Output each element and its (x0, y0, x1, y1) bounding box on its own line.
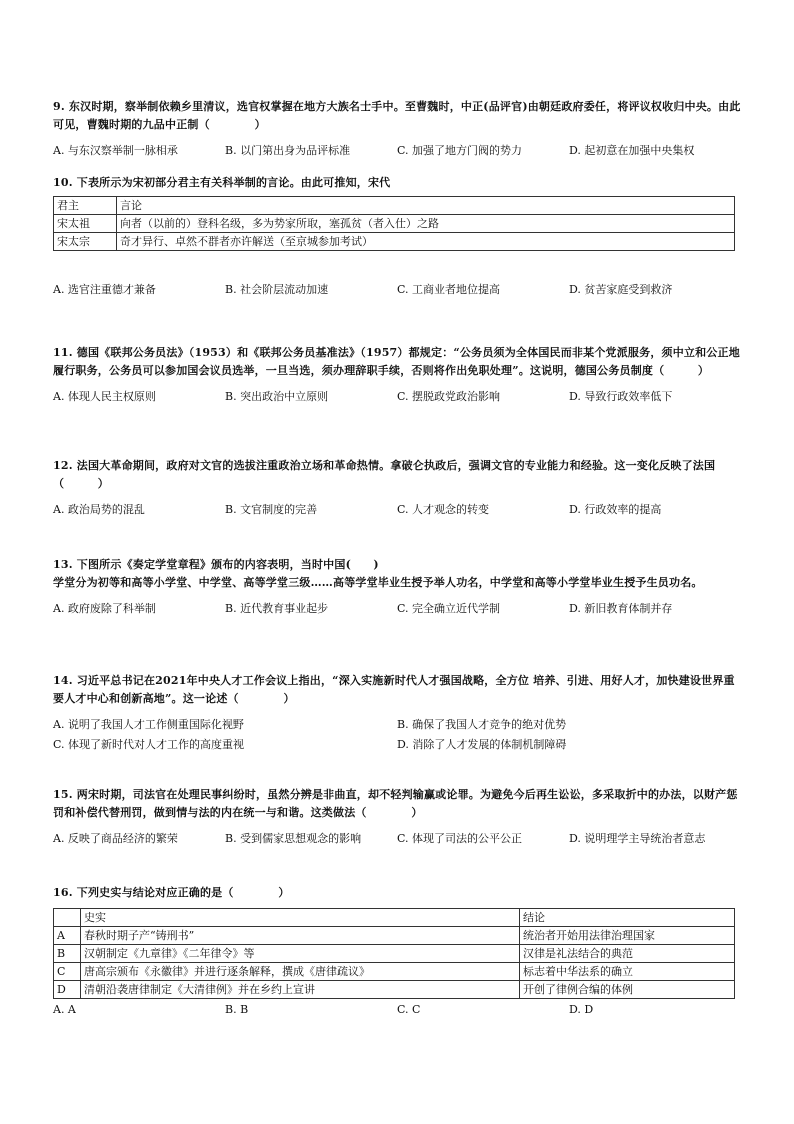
question-15 (53, 786, 743, 848)
question-12 (53, 457, 743, 519)
option-c[interactable]: C. 体现了新时代对人才工作的高度重视 (53, 738, 245, 751)
question-14 (53, 672, 743, 754)
options (53, 501, 743, 519)
table-cell: B (54, 945, 81, 963)
options (53, 142, 743, 160)
table-cell: 奇才异行、卓然不群者亦许解送（至京城参加考试） (117, 233, 735, 251)
question-16 (53, 884, 743, 1019)
table-cell: 宋太宗 (54, 233, 117, 251)
table-cell: A (54, 927, 81, 945)
table-cell: 标志着中华法系的确立 (520, 963, 735, 981)
question-stem: 11. 德国《联邦公务员法》（1953）和《联邦公务员基准法》（1957）都规定：“公务员须为全体国民而非某个党派服务，须中立和公正地履行职务，公务员可以参加国会议员选举，一旦当选，须办理辞职手续，否则将作出免职处理”。这说明，德国公务员制度（ ） (53, 346, 740, 377)
options (53, 830, 743, 848)
option-c[interactable]: C. 完全确立近代学制 (397, 602, 501, 615)
question-stem: 9. 东汉时期，察举制依赖乡里清议，选官权掌握在地方大族名士手中。至曹魏时，中正(品评官)由朝廷政府委任，将评议权收归中央。由此可见，曹魏时期的九品中正制（ ） (53, 100, 741, 131)
option-a[interactable]: A. 选官注重德才兼备 (53, 283, 156, 296)
option-b[interactable]: B. B (225, 1003, 249, 1016)
option-b[interactable]: B. 近代教育事业起步 (225, 602, 329, 615)
options (53, 1001, 743, 1019)
option-b[interactable]: B. 突出政治中立原则 (225, 390, 329, 403)
table-cell: 统治者开始用法律治理国家 (520, 927, 735, 945)
option-c[interactable]: C. 人才观念的转变 (397, 503, 490, 516)
option-c[interactable]: C. 工商业者地位提高 (397, 283, 501, 296)
table-cell: 清朝沿袭唐律制定《大清律例》并在乡约上宣讲 (81, 981, 520, 999)
option-d[interactable]: D. D (569, 1003, 594, 1016)
option-a[interactable]: A. 政府废除了科举制 (53, 602, 156, 615)
question-13 (53, 556, 743, 618)
options (53, 716, 743, 754)
table-header-cell: 结论 (520, 909, 735, 927)
table-row (54, 945, 735, 963)
option-c[interactable]: C. 体现了司法的公平公正 (397, 832, 523, 845)
option-c[interactable]: C. C (397, 1003, 421, 1016)
table-header-cell (54, 909, 81, 927)
table-cell: 唐高宗颁布《永徽律》并进行逐条解释，撰成《唐律疏议》 (81, 963, 520, 981)
table-cell: 向者（以前的）登科名级，多为势家所取，塞孤贫（者入仕）之路 (117, 215, 735, 233)
options (53, 281, 743, 299)
option-b[interactable]: B. 受到儒家思想观念的影响 (225, 832, 362, 845)
option-b[interactable]: B. 文官制度的完善 (225, 503, 318, 516)
option-a[interactable]: A. 政治局势的混乱 (53, 503, 145, 516)
option-a[interactable]: A. 体现人民主权原则 (53, 390, 156, 403)
question-stem: 13. 下图所示《奏定学堂章程》颁布的内容表明，当时中国( ) (53, 558, 379, 571)
table-header-cell: 史实 (81, 909, 520, 927)
question-stem: 16. 下列史实与结论对应正确的是（ ） (53, 886, 290, 899)
option-b[interactable]: B. 以门第出身为品评标准 (225, 144, 351, 157)
history-table (53, 908, 735, 999)
table-header-cell: 言论 (117, 197, 735, 215)
option-b[interactable]: B. 确保了我国人才竞争的绝对优势 (397, 718, 567, 731)
question-11 (53, 344, 743, 406)
table-cell: 开创了律例合编的体例 (520, 981, 735, 999)
question-9 (53, 98, 743, 160)
options (53, 600, 743, 618)
option-d[interactable]: D. 贫苦家庭受到救济 (569, 283, 673, 296)
option-d[interactable]: D. 说明理学主导统治者意志 (569, 832, 706, 845)
table-cell: 汉律是礼法结合的典范 (520, 945, 735, 963)
question-material: 学堂分为初等和高等小学堂、中学堂、高等学堂三级……高等学堂毕业生授予举人功名，中学堂和高等小学堂毕业生授予生员功名。 (53, 576, 703, 589)
option-a[interactable]: A. 与东汉察举制一脉相承 (53, 144, 178, 157)
table-cell: D (54, 981, 81, 999)
speech-table (53, 196, 735, 251)
table-row (54, 215, 735, 233)
table-cell: 春秋时期子产“铸刑书” (81, 927, 520, 945)
table-header-row (54, 197, 735, 215)
option-c[interactable]: C. 加强了地方门阀的势力 (397, 144, 523, 157)
option-a[interactable]: A. 说明了我国人才工作侧重国际化视野 (53, 718, 244, 731)
table-header-row (54, 909, 735, 927)
table-row (54, 963, 735, 981)
table-row (54, 981, 735, 999)
option-d[interactable]: D. 起初意在加强中央集权 (569, 144, 695, 157)
table-cell: C (54, 963, 81, 981)
option-c[interactable]: C. 摆脱政党政治影响 (397, 390, 501, 403)
question-stem: 12. 法国大革命期间，政府对文官的选拔注重政治立场和革命热情。拿破仑执政后，强调文官的专业能力和经验。这一变化反映了法国（ ） (53, 459, 716, 490)
options (53, 388, 743, 406)
question-10 (53, 174, 743, 299)
question-stem: 10. 下表所示为宋初部分君主有关科举制的言论。由此可推知，宋代 (53, 176, 391, 189)
option-d[interactable]: D. 行政效率的提高 (569, 503, 662, 516)
question-stem: 15. 两宋时期，司法官在处理民事纠纷时，虽然分辨是非曲直，却不轻判输赢或论罪。为避免今后再生讼讼，多采取折中的办法，以财产惩罚和补偿代替刑罚，做到情与法的内在统一与和谐。这类做法（ ） (53, 788, 738, 819)
table-cell: 汉朝制定《九章律》《二年律令》等 (81, 945, 520, 963)
option-d[interactable]: D. 消除了人才发展的体制机制障碍 (397, 738, 567, 751)
table-cell: 宋太祖 (54, 215, 117, 233)
option-d[interactable]: D. 导致行政效率低下 (569, 390, 673, 403)
table-row (54, 927, 735, 945)
table-row (54, 233, 735, 251)
option-a[interactable]: A. 反映了商品经济的繁荣 (53, 832, 178, 845)
table-header-cell: 君主 (54, 197, 117, 215)
option-d[interactable]: D. 新旧教育体制并存 (569, 602, 673, 615)
option-a[interactable]: A. A (53, 1003, 76, 1016)
question-stem: 14. 习近平总书记在2021年中央人才工作会议上指出，“深入实施新时代人才强国战略，全方位 培养、引进、用好人才，加快建设世界重要人才中心和创新高地”。这一论述（ ） (53, 674, 735, 705)
option-b[interactable]: B. 社会阶层流动加速 (225, 283, 329, 296)
